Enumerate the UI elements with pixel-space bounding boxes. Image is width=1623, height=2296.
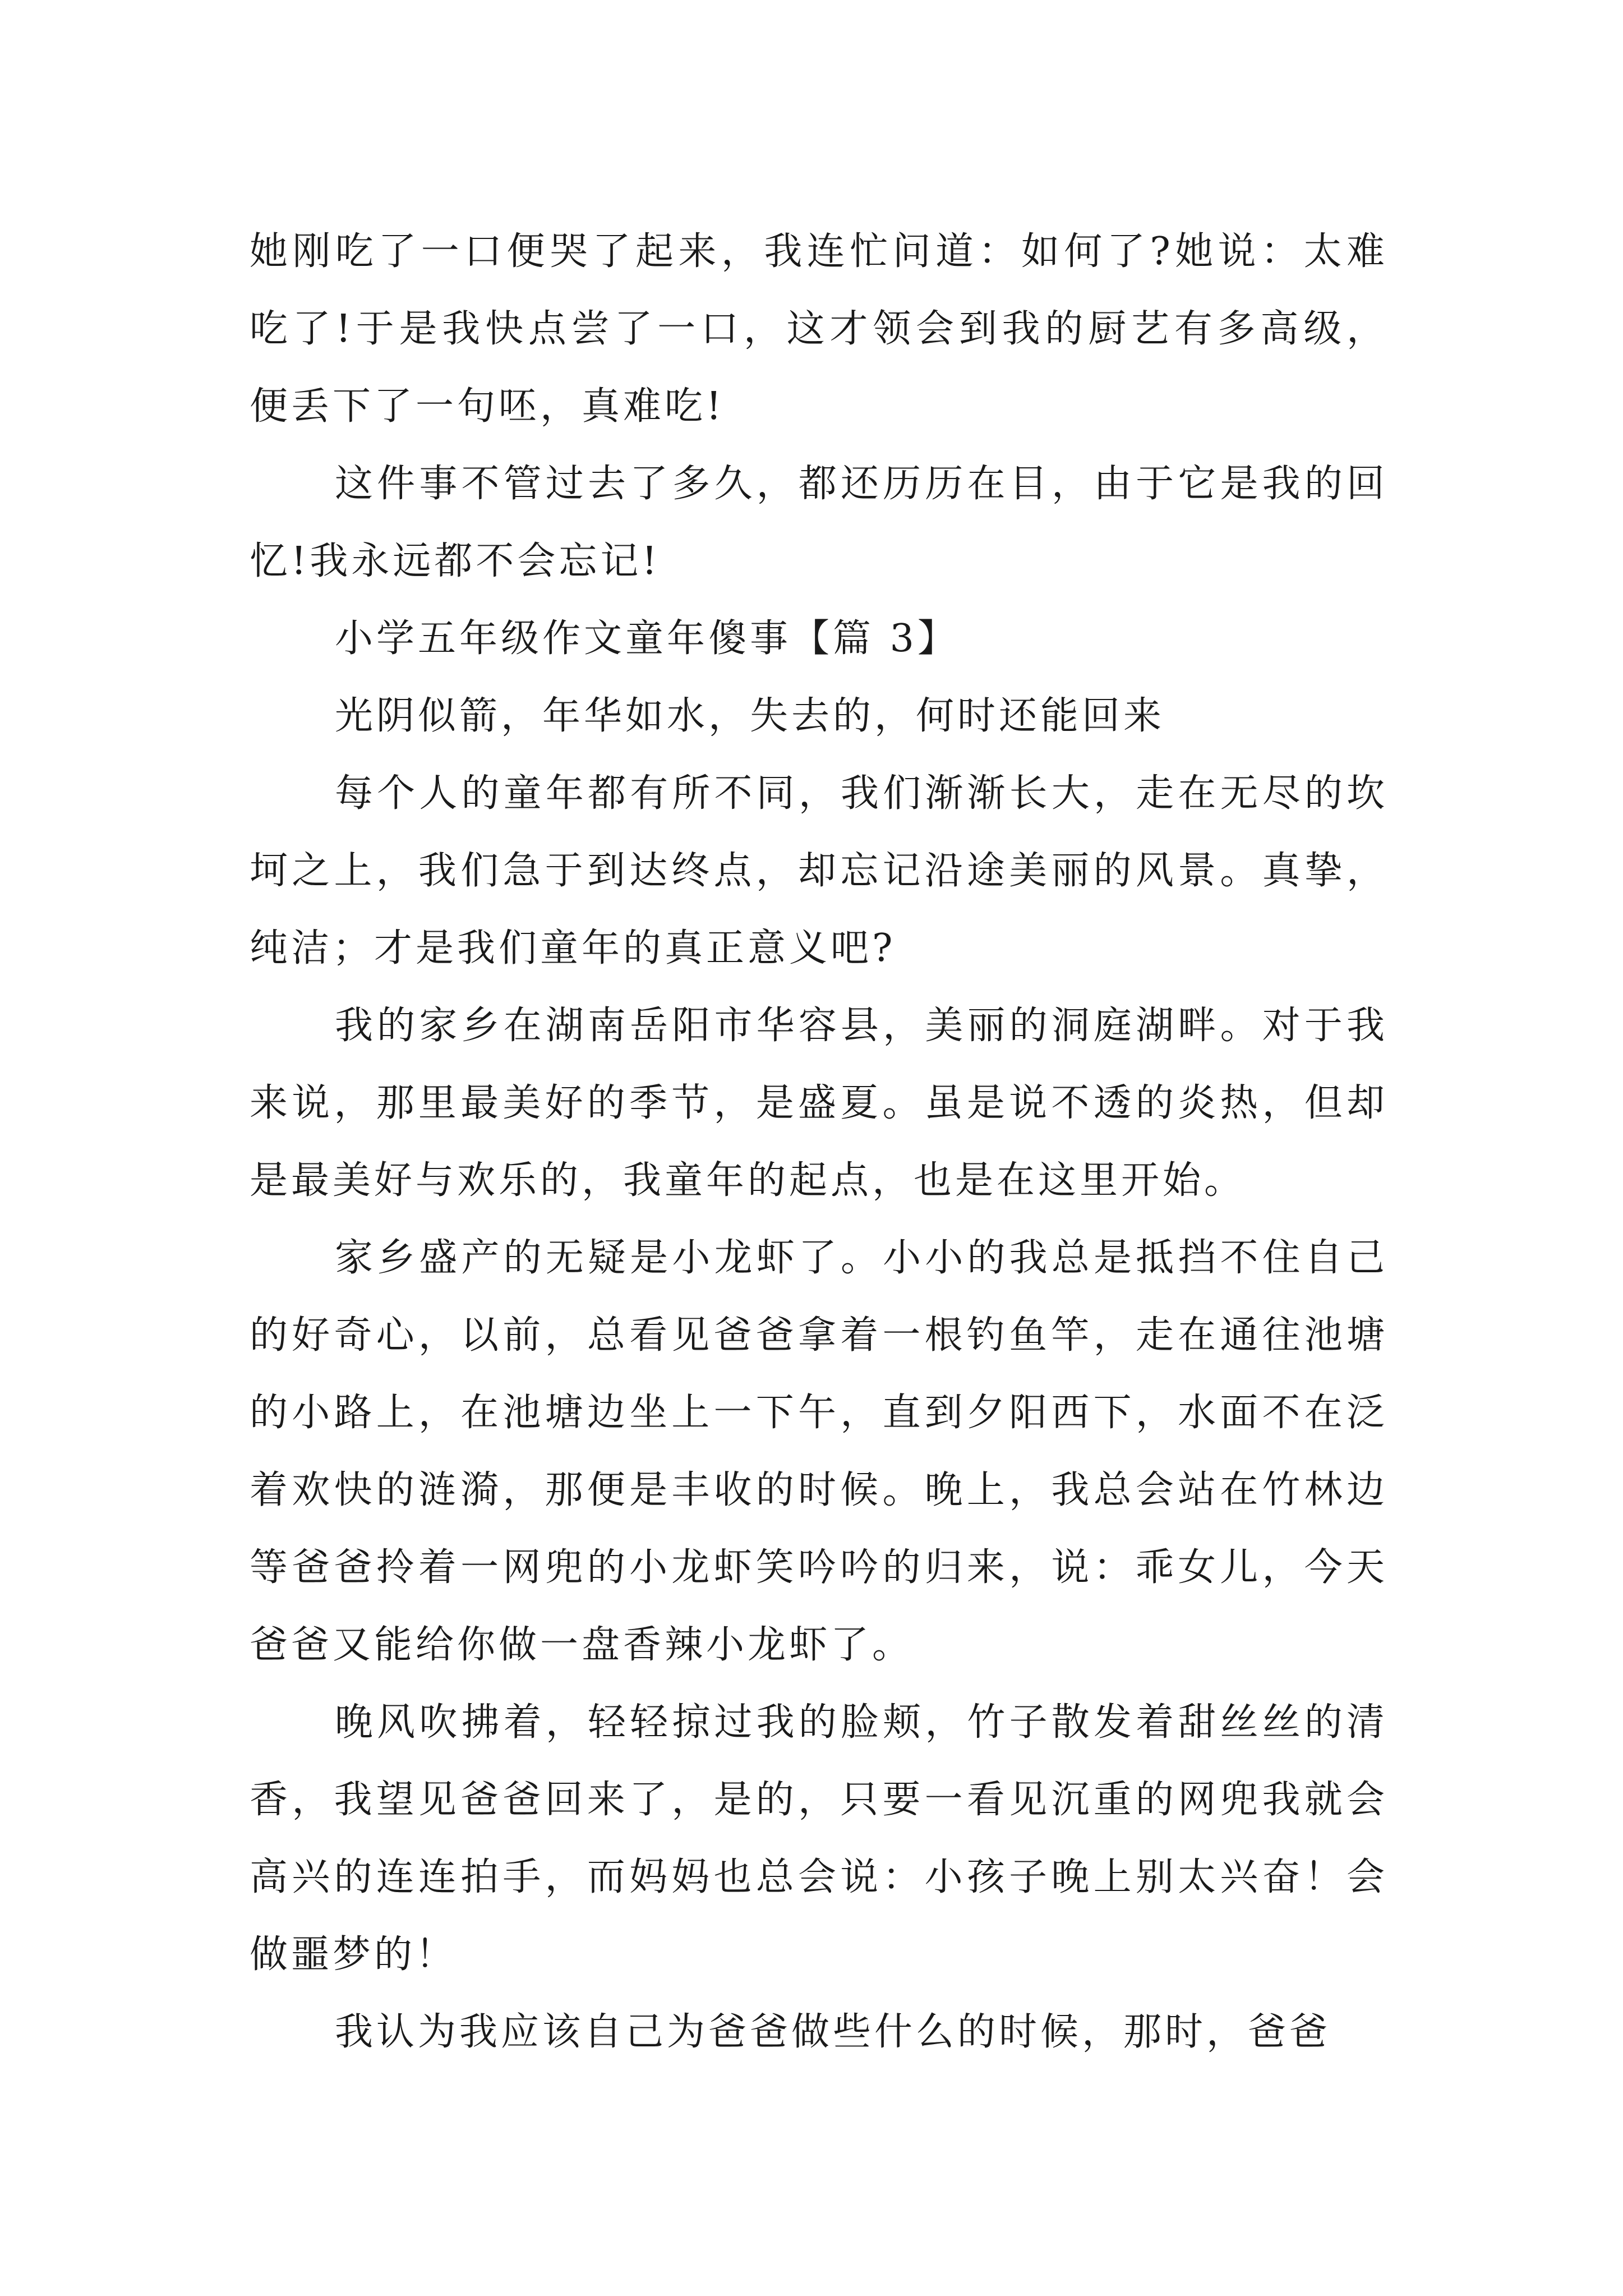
paragraph: 家乡盛产的无疑是小龙虾了。小小的我总是抵挡不住自己的好奇心，以前，总看见爸爸拿着一根钓鱼竿，走在通往池塘的小路上，在池塘边坐上一下午，直到夕阳西下，水面不在泛着欢快的涟漪，那便是丰收的时候。晚上，我总会站在竹林边等爸爸拎着一网兜的小龙虾笑吟吟的归来，说：乖女儿，今天爸爸又能给你做一盘香辣小龙虾了。 xyxy=(250,1236,1388,1667)
paragraph: 每个人的童年都有所不同，我们渐渐长大，走在无尽的坎坷之上，我们急于到达终点，却忘记沿途美丽的风景。真挚，纯洁；才是我们童年的真正意义吧? xyxy=(250,771,1388,970)
section-heading: 小学五年级作文童年傻事【篇 3】 xyxy=(335,616,959,661)
paragraph: 我的家乡在湖南岳阳市华容县，美丽的洞庭湖畔。对于我来说，那里最美好的季节，是盛夏。虽是说不透的炎热，但却是最美好与欢乐的，我童年的起点，也是在这里开始。 xyxy=(250,1004,1388,1203)
paragraph: 这件事不管过去了多久，都还历历在目，由于它是我的回忆!我永远都不会忘记! xyxy=(250,462,1388,583)
paragraph: 晚风吹拂着，轻轻掠过我的脸颊，竹子散发着甜丝丝的清香，我望见爸爸回来了，是的，只要一看见沉重的网兜我就会高兴的连连拍手，而妈妈也总会说：小孩子晚上别太兴奋！会做噩梦的！ xyxy=(250,1700,1388,1977)
body-text xyxy=(250,213,1388,2071)
paragraph: 我认为我应该自己为爸爸做些什么的时候，那时，爸爸 xyxy=(335,2010,1331,2054)
paragraph-continuation: 她刚吃了一口便哭了起来，我连忙问道：如何了?她说：太难吃了!于是我快点尝了一口，这才领会到我的厨艺有多高级，便丢下了一句呸，真难吃! xyxy=(250,229,1388,429)
paragraph: 光阴似箭，年华如水，失去的，何时还能回来 xyxy=(335,694,1165,738)
